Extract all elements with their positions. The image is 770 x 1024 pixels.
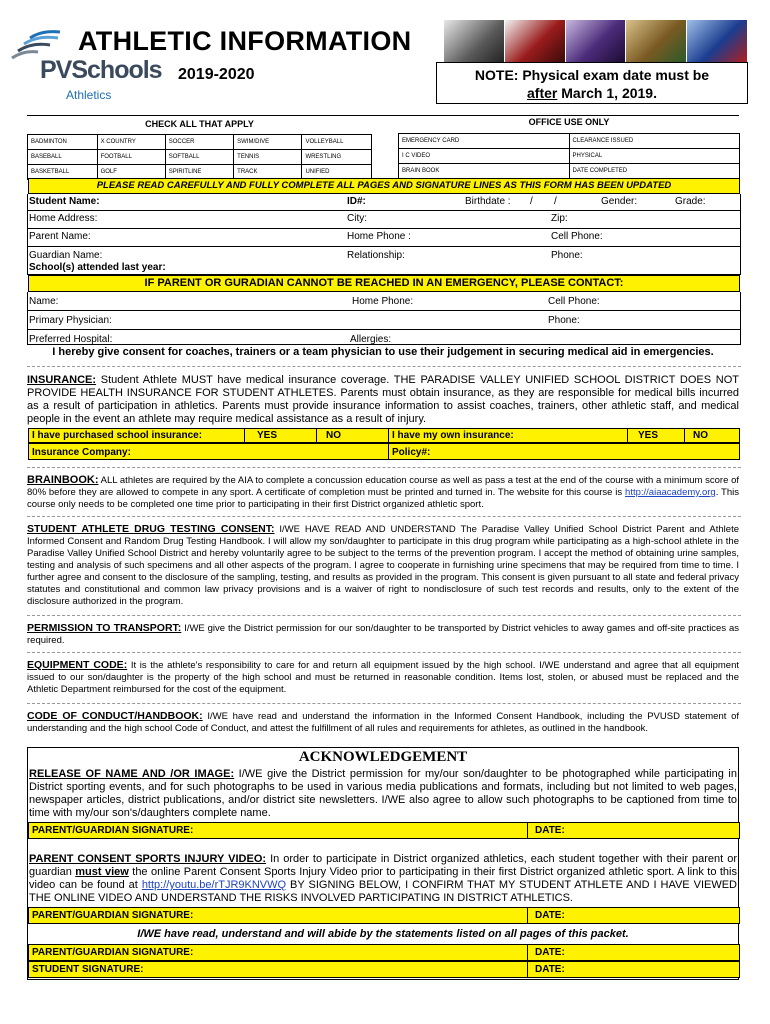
sports-row: [28, 135, 372, 150]
birthdate-label: Birthdate :: [465, 196, 511, 207]
logo-text: PVSchools: [40, 56, 162, 84]
parent-signature-label[interactable]: PARENT/GUARDIAN SIGNATURE:: [32, 910, 194, 921]
brainbook-text-end: . This course only needs to be completed one time prior to participating in their first District organized athletic sport.: [27, 487, 739, 510]
brainbook-text: ALL athletes are required by the AIA to complete a concussion education course as well as pass a test at the end of the course with a minimum score of 80% before they are allowed to compete in any sport. A certificate of completion must be printed and turned in. The website for this course is: [27, 475, 739, 498]
note-after: after: [527, 85, 558, 101]
sport-option[interactable]: SOCCER: [165, 135, 233, 150]
divider: [27, 703, 741, 704]
office-field: EMERGENCY CARD: [399, 134, 570, 149]
sport-option[interactable]: WRESTLING: [302, 150, 372, 165]
insurance-paragraph: [27, 374, 739, 426]
medical-consent-statement: I hereby give consent for coaches, trainers or a team physician to use their judgement in securing medical aid in emergencies.: [52, 346, 714, 358]
divider: [27, 467, 741, 468]
insurance-title: INSURANCE:: [27, 374, 97, 386]
birthdate-slash: /: [530, 196, 533, 207]
school-insurance-no[interactable]: NO: [326, 430, 341, 441]
sport-option[interactable]: X COUNTRY: [97, 135, 165, 150]
office-field: I C VIDEO: [399, 149, 570, 164]
guardian-name-label: Guardian Name:: [29, 250, 103, 261]
transport-title: PERMISSION TO TRANSPORT:: [27, 622, 182, 634]
date-label[interactable]: DATE:: [535, 947, 565, 958]
hospital-row: [27, 330, 741, 344]
injury-video-title: PARENT CONSENT SPORTS INJURY VIDEO:: [29, 853, 267, 865]
cell-phone-label: Cell Phone:: [551, 231, 603, 242]
office-row: [399, 134, 740, 149]
equipment-title: EQUIPMENT CODE:: [27, 659, 128, 671]
drug-testing-paragraph: [27, 523, 739, 608]
conduct-title: CODE OF CONDUCT/HANDBOOK:: [27, 710, 203, 722]
brainbook-title: BRAINBOOK:: [27, 474, 99, 486]
acknowledgement-heading: ACKNOWLEDGEMENT: [298, 749, 468, 765]
sport-option[interactable]: GOLF: [97, 165, 165, 180]
injury-video-paragraph: [29, 853, 737, 905]
office-row: [399, 164, 740, 179]
student-name-label: Student Name:: [29, 196, 100, 207]
own-insurance-label: I have my own insurance:: [392, 430, 514, 441]
must-view-text: must view: [75, 866, 129, 878]
pioneer-mascot-image: [626, 20, 687, 62]
city-label: City:: [347, 213, 367, 224]
injury-video-link[interactable]: http://youtu.be/rTJR9KNVWQ: [141, 879, 287, 891]
student-signature-row: [28, 961, 740, 978]
id-label: ID#:: [347, 196, 366, 207]
final-parent-signature-row: [28, 944, 740, 961]
release-paragraph: [29, 768, 737, 820]
aiaacademy-link[interactable]: http://aiaacademy.org: [625, 487, 716, 498]
sport-option[interactable]: BASKETBALL: [28, 165, 98, 180]
sport-option[interactable]: TENNIS: [234, 150, 302, 165]
grade-label: Grade:: [675, 196, 706, 207]
sports-row: [28, 150, 372, 165]
divider: [27, 615, 741, 616]
logo-subtext: Athletics: [66, 88, 112, 102]
school-insurance-yes[interactable]: YES: [257, 430, 278, 441]
parent-name-label: Parent Name:: [29, 231, 91, 242]
sport-option[interactable]: BASEBALL: [28, 150, 98, 165]
school-year: 2019-2020: [178, 66, 255, 83]
emergency-banner: [28, 275, 740, 292]
drug-testing-title: STUDENT ATHLETE DRUG TESTING CONSENT:: [27, 523, 275, 535]
address-row: [27, 211, 741, 229]
date-label[interactable]: DATE:: [535, 825, 565, 836]
sports-table: [27, 134, 372, 180]
school-insurance-label: I have purchased school insurance:: [32, 430, 203, 441]
sport-option[interactable]: VOLLEYBALL: [302, 135, 372, 150]
gender-label: Gender:: [601, 196, 638, 207]
parent-row: [27, 229, 741, 247]
office-field: CLEARANCE ISSUED: [569, 134, 739, 149]
mascot-banner: [444, 20, 748, 62]
sport-option[interactable]: FOOTBALL: [97, 150, 165, 165]
transport-paragraph: [27, 622, 739, 647]
insurance-purchase-row: [28, 428, 740, 443]
drug-testing-text: I/WE HAVE READ AND UNDERSTAND The Paradise Valley Unified School District Parent and Athlete Informed Consent and Random Drug Testing Handbook. I will allow my son/daughter to participate in this drug program while participating as a high-school athlete in the Paradise Valley Unified School District and hereby voluntarily agree to be subject to the terms of the prevention program. I accept the method of obtaining urine samples, testing and analysis of such specimens and all other aspects of the program. I agree to cooperate in furnishing urine specimens that may be required from time to time. I further agree and consent to the disclosure of the sampling, testing, and results as provided in the program. This consent is given pursuant to all state and federal privacy statutes and constitutional and common law privacy provisions and is a waiver of right to nondisclosure of such test records and results, only to the extent of the disclosure authorized in the program.: [27, 524, 739, 607]
note-date: March 1, 2019.: [557, 85, 657, 101]
policy-number-label: Policy#:: [392, 447, 431, 458]
sport-option[interactable]: SPIRITLINE: [165, 165, 233, 180]
date-label[interactable]: DATE:: [535, 964, 565, 975]
divider: [27, 366, 741, 367]
office-use-heading: OFFICE USE ONLY: [528, 117, 610, 127]
home-address-label: Home Address:: [29, 213, 98, 224]
guardian-row: [27, 247, 741, 262]
equipment-text: It is the athlete's responsibility to care for and return all equipment issued by the high school. I/WE understand and agree that all equipment issued to our son/daughter is the property of the high school and must be returned in reasonable condition. Items lost, stolen, or abused must be replaced and the Athletic Department reimbursed for the cost of the equipment.: [27, 660, 739, 695]
video-signature-row: [28, 907, 740, 924]
note-line-2: [437, 84, 747, 102]
release-signature-row: [28, 822, 740, 839]
schools-attended-label: School(s) attended last year:: [29, 262, 166, 273]
office-field: PHYSICAL: [569, 149, 739, 164]
final-statement: I/WE have read, understand and will abide by the statements listed on all pages of this packet.: [137, 928, 629, 940]
injury-video-text: In order to participate in District organized athletics, each student together with their parent or guardian: [29, 853, 737, 878]
preferred-hospital-label: Preferred Hospital:: [29, 334, 113, 345]
conduct-paragraph: [27, 710, 739, 735]
insurance-company-row: [28, 443, 740, 460]
primary-physician-label: Primary Physician:: [29, 315, 112, 326]
injury-video-text-2: the online Parent Consent Sports Injury Video prior to participating in their first District organized athletic sport. A link to this video can be found at: [29, 866, 737, 891]
schools-row: [27, 262, 741, 274]
emergency-name-label: Name:: [29, 296, 59, 307]
sport-option[interactable]: SWIM/DIVE: [234, 135, 302, 150]
conduct-text: I/WE have read and understand the information in the Informed Consent Handbook, including the PVUSD statement of understanding and the high school Code of Conduct, and attest the fulfillment of all rules and requirements for athletes, as outlined in the handbook.: [27, 711, 739, 734]
emergency-cell-phone-label: Cell Phone:: [548, 296, 600, 307]
allergies-label: Allergies:: [350, 334, 392, 345]
insurance-company-label: Insurance Company:: [32, 447, 131, 458]
relationship-label: Relationship:: [347, 250, 405, 261]
insurance-text: Student Athlete MUST have medical insurance coverage. THE PARADISE VALLEY UNIFIED SCHOOL DISTRICT DOES NOT PROVIDE HEALTH INSURANCE FOR STUDENT ATHLETES. Parents must obtain insurance, as they are responsible for medical bills incurred as a result of participation in athletics. Parents must provide insurance information to assist coaches, trainers, other athletic staff, and medical people in the event an athlete may require medical assistance as a result of injury.: [27, 374, 739, 425]
read-carefully-banner: [28, 178, 740, 194]
sport-option[interactable]: BADMINTON: [28, 135, 98, 150]
emergency-home-phone-label: Home Phone:: [352, 296, 414, 307]
transport-text: I/WE give the District permission for our son/daughter to be transported by District vehicles to away games and off-site practices as required.: [27, 623, 739, 646]
home-phone-label: Home Phone :: [347, 231, 411, 242]
date-label[interactable]: DATE:: [535, 910, 565, 921]
injury-video-confirm: BY SIGNING BELOW, I CONFIRM THAT MY STUDENT ATHLETE AND I HAVE VIEWED THE ONLINE VIDEO AND UNDERSTAND THE RISKS INVOLVED PARTICIPATING IN DISTRICT ATHLETICS.: [29, 879, 738, 904]
physician-row: [27, 311, 741, 330]
wolf-mascot-image: [444, 20, 505, 62]
own-insurance-no[interactable]: NO: [693, 430, 708, 441]
equipment-paragraph: [27, 659, 739, 696]
office-field: DATE COMPLETED: [569, 164, 739, 179]
sport-option[interactable]: SOFTBALL: [165, 150, 233, 165]
release-text: I/WE give the District permission for my/our son/daughter to be photographed while participating in District sporting events, and for such photographs to be used in various media publications and formats, including but not limited to web pages, newspaper articles, district publications, and/or district site newsletters. I/WE also agree to allow such photographs to be captioned from time to time with my/our son's/daughters complete name.: [29, 768, 737, 819]
office-table: [398, 133, 740, 179]
office-field: BRAIN BOOK: [399, 164, 570, 179]
pv-mascot-image: [505, 20, 566, 62]
parent-signature-label[interactable]: PARENT/GUARDIAN SIGNATURE:: [32, 825, 194, 836]
divider: [27, 516, 741, 517]
zip-label: Zip:: [551, 213, 568, 224]
own-insurance-yes[interactable]: YES: [638, 430, 659, 441]
check-all-heading: CHECK ALL THAT APPLY: [145, 119, 254, 129]
office-row: [399, 149, 740, 164]
student-signature-label[interactable]: STUDENT SIGNATURE:: [32, 964, 144, 975]
release-title: RELEASE OF NAME AND /OR IMAGE:: [29, 768, 235, 780]
guardian-phone-label: Phone:: [551, 250, 583, 261]
sport-option[interactable]: TRACK: [234, 165, 302, 180]
dragon-mascot-image: [566, 20, 627, 62]
student-name-row: [27, 194, 741, 211]
physician-phone-label: Phone:: [548, 315, 580, 326]
physical-exam-note: [436, 62, 748, 104]
note-line-1: NOTE: Physical exam date must be: [474, 67, 710, 83]
sport-option[interactable]: UNIFIED: [302, 165, 372, 180]
knight-mascot-image: [687, 20, 748, 62]
birthdate-slash: /: [554, 196, 557, 207]
parent-signature-label[interactable]: PARENT/GUARDIAN SIGNATURE:: [32, 947, 194, 958]
read-carefully-text: PLEASE READ CAREFULLY AND FULLY COMPLETE ALL PAGES AND SIGNATURE LINES AS THIS FORM HAS BEEN UPDATED: [96, 180, 672, 191]
emergency-contact-row: [27, 292, 741, 311]
divider: [27, 652, 741, 653]
emergency-banner-text: IF PARENT OR GURADIAN CANNOT BE REACHED IN AN EMERGENCY, PLEASE CONTACT:: [144, 277, 624, 289]
page-title: ATHLETIC INFORMATION: [78, 26, 412, 56]
brainbook-paragraph: [27, 474, 739, 511]
